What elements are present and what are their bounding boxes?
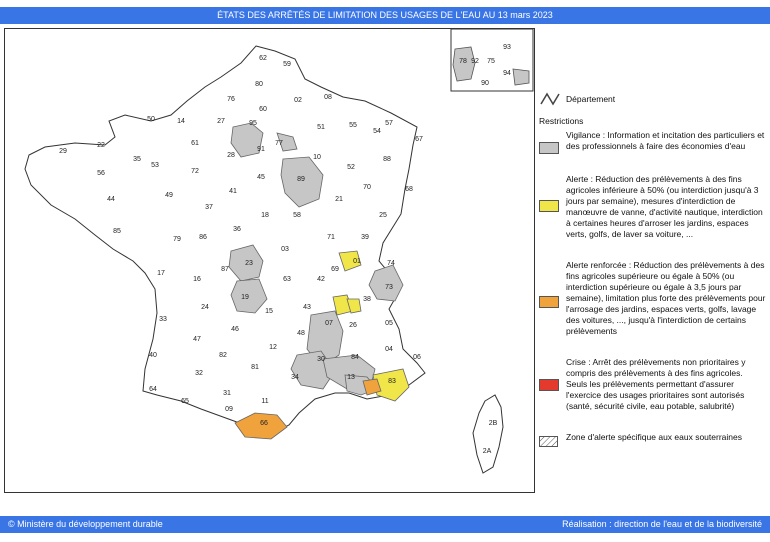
dept-label-23: 23 <box>245 260 253 267</box>
dept-label-51: 51 <box>317 124 325 131</box>
dept-label-89: 89 <box>297 176 305 183</box>
dept-label-19: 19 <box>241 294 249 301</box>
dept-label-05: 05 <box>385 320 393 327</box>
dept-label-37: 37 <box>205 204 213 211</box>
dept-label-36: 36 <box>233 226 241 233</box>
dept-label-65: 65 <box>181 398 189 405</box>
dept-label-34: 34 <box>291 374 299 381</box>
france-map <box>5 29 534 492</box>
vigilance-text: Vigilance : Information et incitation des particuliers et des professionnels à faire des économies d'eau <box>566 130 765 151</box>
dept-label-22: 22 <box>97 142 105 149</box>
dept-label-54: 54 <box>373 128 381 135</box>
dept-label-17: 17 <box>157 270 165 277</box>
dept-label-59: 59 <box>283 61 291 68</box>
dept-label-06: 06 <box>413 354 421 361</box>
dept-label-93: 93 <box>503 44 511 51</box>
dept-label-2A: 2A <box>482 448 492 455</box>
dept-label-62: 62 <box>259 55 267 62</box>
dept-label-95: 95 <box>249 120 257 127</box>
footer-bar <box>0 516 770 533</box>
dept-label-73: 73 <box>385 284 393 291</box>
dept-label-74: 74 <box>387 260 395 267</box>
dept-label-88: 88 <box>383 156 391 163</box>
hatched-swatch-icon <box>539 436 559 448</box>
map-title: ÉTATS DES ARRÊTÉS DE LIMITATION DES USAGES DE L'EAU AU 13 mars 2023 <box>217 10 553 20</box>
dept-label-44: 44 <box>107 196 115 203</box>
dept-label-79: 79 <box>173 236 181 243</box>
dept-label-42: 42 <box>317 276 325 283</box>
dept-label-63: 63 <box>283 276 291 283</box>
dept-label-78: 78 <box>459 58 467 65</box>
dept-label-43: 43 <box>303 304 311 311</box>
dept-label-01: 01 <box>353 258 361 265</box>
dept-label-08: 08 <box>324 94 332 101</box>
dept-label-70: 70 <box>363 184 371 191</box>
dept-label-15: 15 <box>265 308 273 315</box>
dept-label-80: 80 <box>255 81 263 88</box>
dept-label-90: 90 <box>481 80 489 87</box>
dept-label-84: 84 <box>351 354 359 361</box>
dept-label-12: 12 <box>269 344 277 351</box>
dept-label-72: 72 <box>191 168 199 175</box>
dept-label-53: 53 <box>151 162 159 169</box>
alerte-renforcee-swatch <box>539 296 559 308</box>
dept-label-31: 31 <box>223 390 231 397</box>
corsica-outline <box>473 395 503 473</box>
dept-label-16: 16 <box>193 276 201 283</box>
paris-inset-77 <box>513 69 529 85</box>
department-line-icon <box>539 92 561 106</box>
dept-label-87: 87 <box>221 266 229 273</box>
dept-label-33: 33 <box>159 316 167 323</box>
dept-label-58: 58 <box>293 212 301 219</box>
dept-label-86: 86 <box>199 234 207 241</box>
dept-label-18: 18 <box>261 212 269 219</box>
dept-label-69: 69 <box>331 266 339 273</box>
vigilance-swatch <box>539 142 559 154</box>
dept-label-76: 76 <box>227 96 235 103</box>
dept-label-56: 56 <box>97 170 105 177</box>
dept-label-57: 57 <box>385 120 393 127</box>
dept-label-83: 83 <box>388 378 396 385</box>
alerte-renforcee-text: Alerte renforcée : Réduction des prélèvements à des fins agricoles supérieure ou égale à 50% (ou interdiction supérieure ou égale à 3,5 jours par semaine), limitation plus forte des prélèvements pour l'arrosage des jardins, espaces verts, golfs, lavage des voitures, ..., jusqu'à l'interdiction de certains prélèvements <box>566 260 766 336</box>
dept-label-35: 35 <box>133 156 141 163</box>
dept-label-47: 47 <box>193 336 201 343</box>
dept-label-28: 28 <box>227 152 235 159</box>
crise-text: Crise : Arrêt des prélèvements non prioritaires y compris des prélèvements à des fins agricoles. Seuls les prélèvements permettant d'assurer l'exercice des usages prioritaires sont autorisés (santé, sécurité civile, eau potable, salubrité) <box>566 357 746 411</box>
dept-label-45: 45 <box>257 174 265 181</box>
dept-label-21: 21 <box>335 196 343 203</box>
dept-label-60: 60 <box>259 106 267 113</box>
dept-label-07: 07 <box>325 320 333 327</box>
dept-label-27: 27 <box>217 118 225 125</box>
dept-label-82: 82 <box>219 352 227 359</box>
dept-label-85: 85 <box>113 228 121 235</box>
dept-label-30: 30 <box>317 356 325 363</box>
title-bar <box>0 7 770 24</box>
dept-label-24: 24 <box>201 304 209 311</box>
legend-department-label: Département <box>566 94 616 104</box>
dept-label-14: 14 <box>177 118 185 125</box>
dept-label-92: 92 <box>471 58 479 65</box>
dept-label-40: 40 <box>149 352 157 359</box>
dept-label-52: 52 <box>347 164 355 171</box>
dept-label-91: 91 <box>257 146 265 153</box>
dept-label-26: 26 <box>349 322 357 329</box>
dept-label-46: 46 <box>231 326 239 333</box>
footer-copyright: © Ministère du développement durable <box>8 519 163 529</box>
dept-label-55: 55 <box>349 122 357 129</box>
map-frame <box>4 28 535 493</box>
dept-label-61: 61 <box>191 140 199 147</box>
alerte-text: Alerte : Réduction des prélèvements à des fins agricoles inférieure à 50% (ou interdiction jusqu'à 3 jours par semaine), mesures d'interdiction de manœuvre de vanne, d'activité nautique, interdiction à certaines heures d'arroser les jardins, espaces verts, golfs, de laver sa voiture, ... <box>566 174 763 239</box>
dept-label-25: 25 <box>379 212 387 219</box>
dept-label-48: 48 <box>297 330 305 337</box>
dept-label-11: 11 <box>261 398 269 405</box>
dept-label-67: 67 <box>415 136 423 143</box>
dept-label-94: 94 <box>503 70 511 77</box>
dept-label-50: 50 <box>147 116 155 123</box>
dept-label-71: 71 <box>327 234 335 241</box>
restrictions-title: Restrictions <box>539 116 584 126</box>
dept-label-04: 04 <box>385 346 393 353</box>
dept-label-68: 68 <box>405 186 413 193</box>
dept-label-41: 41 <box>229 188 237 195</box>
dept-label-29: 29 <box>59 148 67 155</box>
dept-label-66: 66 <box>260 420 268 427</box>
dept-label-02: 02 <box>294 97 302 104</box>
dept-label-03: 03 <box>281 246 289 253</box>
alerte-swatch <box>539 200 559 212</box>
dept-label-2B: 2B <box>488 420 498 427</box>
crise-swatch <box>539 379 559 391</box>
footer-credit: Réalisation : direction de l'eau et de la biodiversité <box>562 519 762 529</box>
dept-label-38: 38 <box>363 296 371 303</box>
dept-label-77: 77 <box>275 140 283 147</box>
dept-label-64: 64 <box>149 386 157 393</box>
dept-label-49: 49 <box>165 192 173 199</box>
dept-label-81: 81 <box>251 364 259 371</box>
dept-label-75: 75 <box>487 58 495 65</box>
dept-label-13: 13 <box>347 374 355 381</box>
groundwater-text: Zone d'alerte spécifique aux eaux souterraines <box>566 432 742 442</box>
dept-label-10: 10 <box>313 154 321 161</box>
dept-label-32: 32 <box>195 370 203 377</box>
dept-label-39: 39 <box>361 234 369 241</box>
dept-label-09: 09 <box>225 406 233 413</box>
